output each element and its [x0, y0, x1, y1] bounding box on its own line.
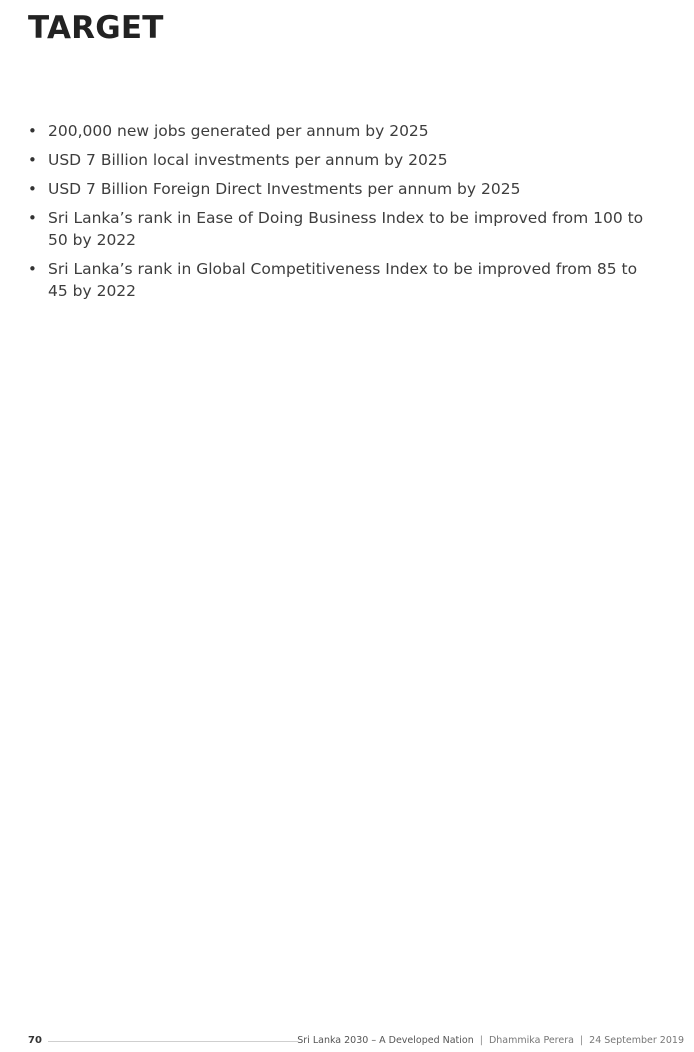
target-text: Sri Lanka’s rank in Ease of Doing Business Index to be improved from 100 to 50 by 2022: [48, 209, 644, 249]
target-list: [28, 120, 648, 309]
footer-publication: Sri Lanka 2030 – A Developed Nation: [297, 1035, 474, 1046]
page-title: TARGET: [28, 10, 164, 46]
target-text: Sri Lanka’s rank in Global Competitiveness Index to be improved from 85 to 45 by 2022: [48, 260, 638, 300]
target-text: USD 7 Billion local investments per annum by 2025: [48, 151, 448, 169]
page-footer: [0, 1032, 694, 1050]
target-item: [28, 207, 648, 251]
bullet-icon: •: [28, 209, 37, 227]
target-item: [28, 120, 648, 142]
target-item: [28, 258, 648, 302]
footer-separator: |: [579, 1035, 584, 1046]
footer-divider: [48, 1041, 298, 1042]
target-text: USD 7 Billion Foreign Direct Investments per annum by 2025: [48, 180, 521, 198]
bullet-icon: •: [28, 151, 37, 169]
footer-author: Dhammika Perera: [488, 1035, 574, 1046]
footer-caption: [297, 1034, 684, 1048]
bullet-icon: •: [28, 180, 37, 198]
bullet-icon: •: [28, 260, 37, 278]
target-item: [28, 149, 648, 171]
bullet-icon: •: [28, 122, 37, 140]
footer-separator: |: [479, 1035, 483, 1046]
target-text: 200,000 new jobs generated per annum by 2025: [48, 122, 429, 140]
page-number: 70: [28, 1035, 42, 1046]
footer-date: 24 September 2019: [589, 1035, 684, 1046]
target-item: [28, 178, 648, 200]
